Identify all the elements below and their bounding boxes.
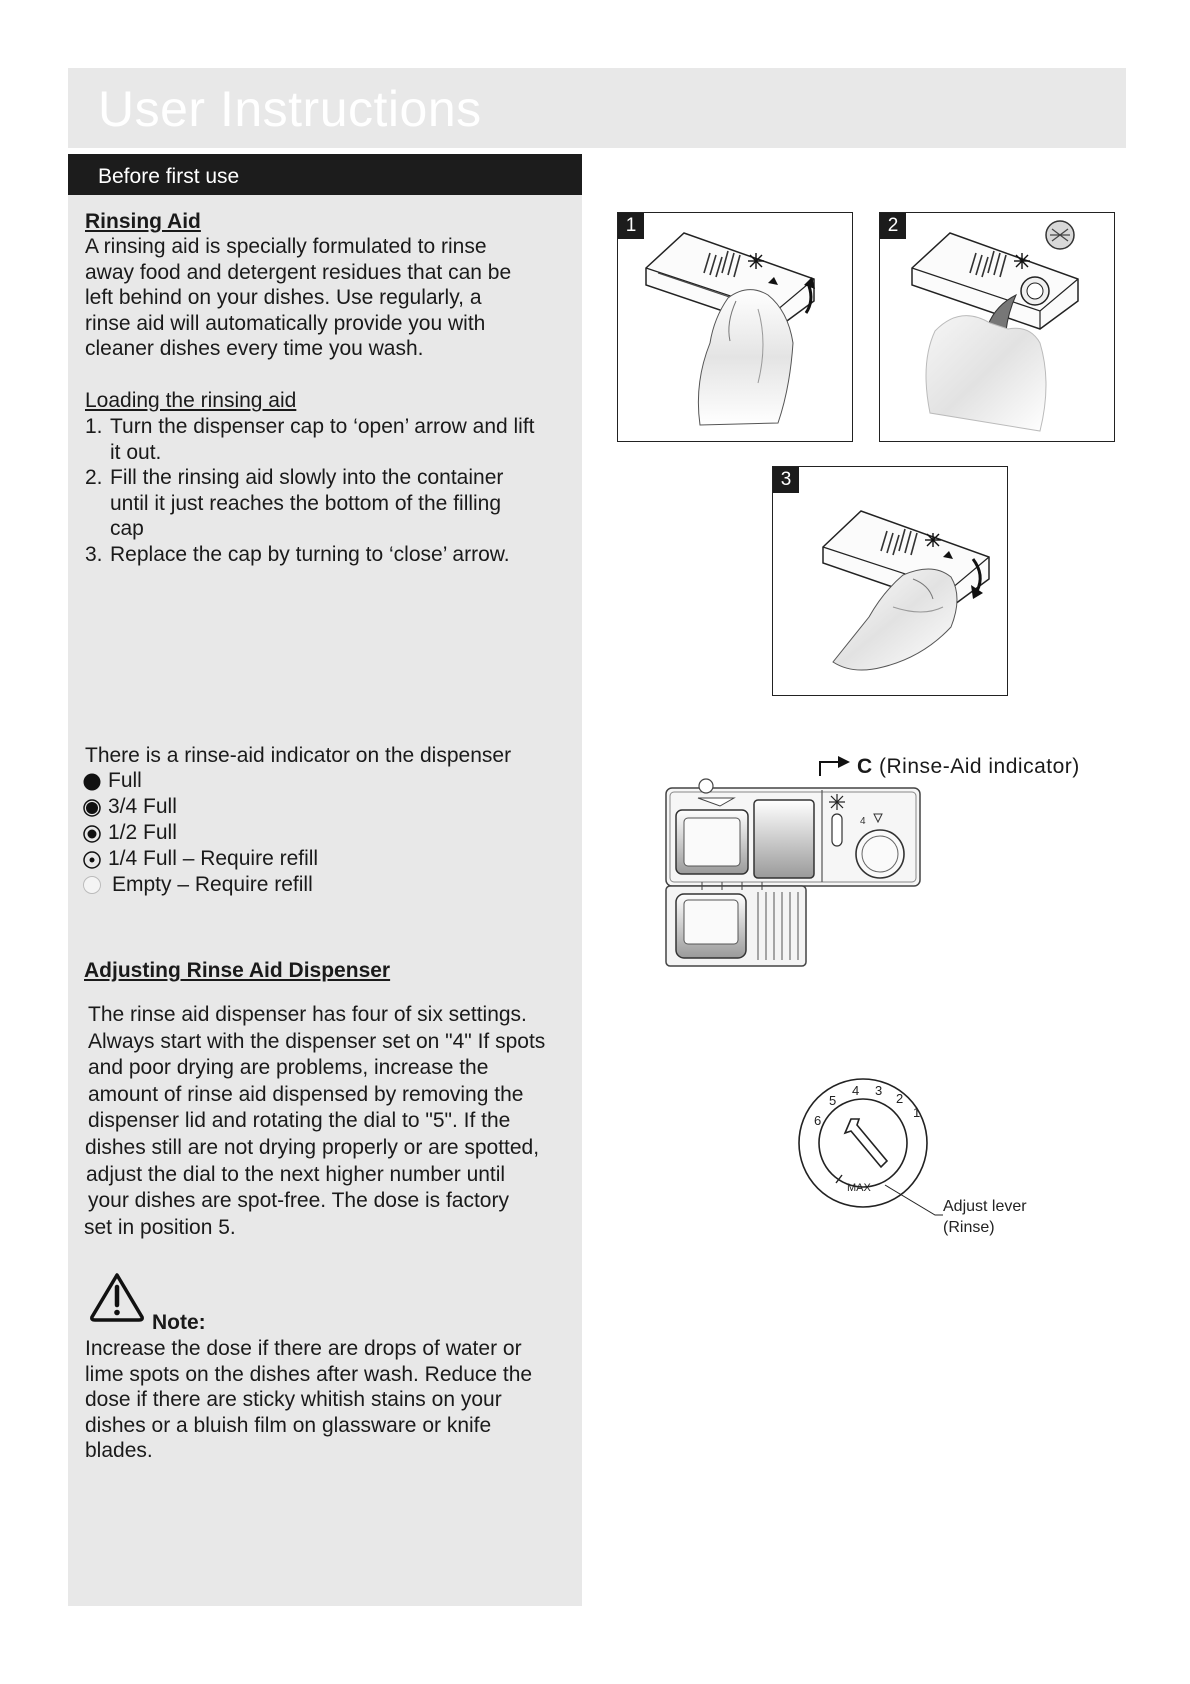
- step-number: 1.: [85, 415, 103, 438]
- indicator-full-icon: [82, 771, 102, 791]
- close-cap-illustration: [773, 467, 1006, 694]
- indicator-half-icon: [82, 823, 102, 843]
- page-title: User Instructions: [98, 81, 482, 137]
- adjusting-heading: Adjusting Rinse Aid Dispenser: [84, 959, 391, 982]
- paragraph-line: cleaner dishes every time you wash.: [85, 337, 424, 360]
- fill-rinse-aid-illustration: [880, 213, 1113, 440]
- indicator-callout-text: (Rinse-Aid indicator): [879, 755, 1080, 778]
- indicator-level-three-quarter: [82, 794, 177, 820]
- page-header: [68, 68, 1126, 148]
- paragraph-line: The rinse aid dispenser has four of six settings.: [88, 1003, 527, 1026]
- paragraph-line: blades.: [85, 1439, 153, 1462]
- indicator-level-label: Empty – Require refill: [112, 873, 313, 896]
- loading-steps-list: [85, 414, 565, 567]
- step-1-number: 1: [618, 213, 644, 239]
- step-number: 3.: [85, 542, 103, 566]
- dial-number-2: 2: [896, 1091, 904, 1106]
- indicator-level-label: Full: [108, 769, 142, 792]
- indicator-level-label: 3/4 Full: [108, 795, 177, 818]
- paragraph-line: dose if there are sticky whitish stains on your: [85, 1388, 502, 1411]
- section-title: Before first use: [98, 165, 240, 188]
- step-line: Fill the rinsing aid slowly into the container: [110, 466, 504, 489]
- paragraph-line: A rinsing aid is specially formulated to rinse: [85, 235, 487, 258]
- dispenser-dial-number: 4: [860, 816, 866, 827]
- adjusting-paragraph: [84, 1002, 545, 1241]
- adjust-lever-label: [943, 1196, 1027, 1238]
- step-line: cap: [110, 517, 144, 540]
- indicator-empty-icon: [82, 875, 106, 895]
- list-item: [85, 465, 565, 542]
- indicator-level-empty: [82, 872, 313, 898]
- paragraph-line: your dishes are spot-free. The dose is factory: [88, 1189, 509, 1213]
- dial-number-5: 5: [829, 1093, 837, 1108]
- indicator-callout-letter: C: [857, 755, 873, 778]
- rinsing-aid-paragraph: [85, 234, 511, 362]
- open-cap-illustration: [618, 213, 851, 440]
- dial-number-4: 4: [852, 1083, 860, 1098]
- paragraph-line: lime spots on the dishes after wash. Reduce the: [85, 1362, 533, 1386]
- paragraph-line: and poor drying are problems, increase the: [88, 1056, 489, 1080]
- list-item: [85, 542, 565, 568]
- dispenser-indicator-diagram: [662, 750, 1102, 972]
- note-title: Note:: [152, 1311, 206, 1334]
- paragraph-line: Increase the dose if there are drops of water or: [85, 1337, 522, 1360]
- paragraph-line: set in position 5.: [84, 1215, 236, 1239]
- step-line: it out.: [110, 440, 162, 464]
- step-3-figure: [772, 466, 1008, 696]
- step-number: 2.: [85, 466, 103, 489]
- step-line: until it just reaches the bottom of the filling: [110, 491, 502, 515]
- step-1-figure: [617, 212, 853, 442]
- list-item: [85, 414, 565, 465]
- step-2-figure: [879, 212, 1115, 442]
- indicator-level-full: [82, 768, 142, 794]
- step-2-number: 2: [880, 213, 906, 239]
- rinsing-aid-heading: Rinsing Aid: [85, 210, 201, 233]
- indicator-three-quarter-icon: [82, 797, 102, 817]
- paragraph-line: rinse aid will automatically provide you with: [85, 311, 486, 335]
- section-bar: [68, 154, 582, 195]
- step-3-number: 3: [773, 467, 799, 493]
- note-paragraph: [85, 1336, 532, 1464]
- paragraph-line: left behind on your dishes. Use regularly, a: [85, 286, 482, 309]
- dial-max-label: MAX: [847, 1182, 871, 1194]
- adjust-lever-line: (Rinse): [943, 1219, 995, 1236]
- indicator-level-quarter: [82, 846, 318, 872]
- indicator-level-label: 1/4 Full – Require refill: [108, 847, 319, 870]
- step-line: Turn the dispenser cap to ‘open’ arrow and lift: [110, 415, 535, 438]
- adjust-lever-line: Adjust lever: [943, 1198, 1027, 1215]
- indicator-level-label: 1/2 Full: [108, 821, 177, 844]
- dial-number-1: 1: [913, 1105, 921, 1120]
- indicator-level-half: [82, 820, 177, 846]
- paragraph-line: away food and detergent residues that can be: [85, 260, 512, 284]
- indicator-intro: There is a rinse-aid indicator on the dispenser: [85, 744, 512, 767]
- paragraph-line: dishes still are not drying properly or are spotted,: [85, 1135, 540, 1159]
- paragraph-line: dispenser lid and rotating the dial to "5". If the: [88, 1109, 511, 1133]
- loading-heading: Loading the rinsing aid: [85, 389, 297, 412]
- paragraph-line: Always start with the dispenser set on "4" If spots: [88, 1029, 546, 1053]
- paragraph-line: dishes or a bluish film on glassware or knife: [85, 1413, 492, 1437]
- dial-number-6: 6: [814, 1113, 822, 1128]
- paragraph-line: amount of rinse aid dispensed by removing the: [88, 1082, 524, 1106]
- warning-icon: [88, 1271, 146, 1323]
- step-line: Replace the cap by turning to ‘close’ arrow.: [110, 542, 510, 566]
- indicator-callout: [857, 755, 1080, 779]
- paragraph-line: adjust the dial to the next higher number until: [86, 1162, 506, 1186]
- indicator-quarter-icon: [82, 849, 102, 869]
- dial-number-3: 3: [875, 1083, 883, 1098]
